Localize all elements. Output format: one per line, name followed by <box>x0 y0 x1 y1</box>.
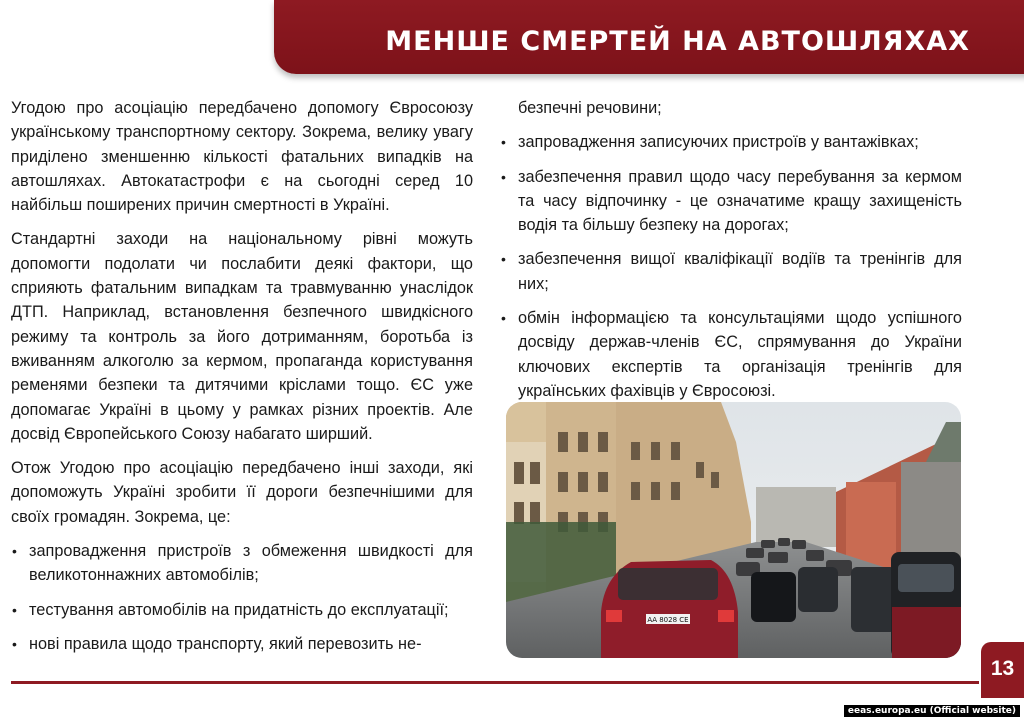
measures-list-left <box>11 539 473 656</box>
traffic-photo <box>506 402 961 658</box>
header-banner <box>274 0 1024 74</box>
list-item: • запровадження записуючих пристроїв у вантажівках; <box>500 130 962 154</box>
page-title: МЕНШЕ СМЕРТЕЙ НА АВТОШЛЯХАХ <box>385 26 970 57</box>
bullet-icon: • <box>12 543 17 560</box>
right-column <box>500 96 962 413</box>
bullet-icon: • <box>12 601 17 618</box>
list-item: • забезпечення вищої кваліфікації водіїв та тренінгів для них; <box>500 247 962 296</box>
paragraph-3: Отож Угодою про асоціацію передбачено інші заходи, які допоможуть Україні зробити її дороги безпечнішими для своїх громадян. Зокрема, це: <box>11 459 473 526</box>
page-number: 13 <box>990 657 1015 680</box>
bullet-icon: • <box>501 310 506 327</box>
list-item: • нові правила щодо транспорту, який перевозить не- <box>11 632 473 656</box>
page-number-box <box>981 642 1024 698</box>
bullet-icon: • <box>12 635 17 652</box>
street-traffic-image <box>506 402 961 658</box>
source-caption: eeas.europa.eu (Official website) <box>844 705 1020 717</box>
list-item: • запровадження пристроїв з обмеження швидкості для великотоннажних автомобілів; <box>11 539 473 588</box>
license-plate: АА 8028 СЕ <box>647 616 689 624</box>
list-item: • забезпечення правил щодо часу перебування за кермом та часу відпочинку - це означатиме кращу захищеність водія та більшу безпеку на дорогах; <box>500 165 962 238</box>
measures-list-right <box>500 130 962 403</box>
paragraph-1: Угодою про асоціацію передбачено допомогу Євросоюзу українському транспортному сектору. Зокрема, велику увагу приділено зменшенню кількості фатальних випадків на автошляхах. Автокатастрофи є на сьогодні серед 10 найбільш поширених причин смертності в Україні. <box>11 99 473 215</box>
list-item: • обмін інформацією та консультаціями щодо успішного досвіду держав-членів ЄС, спрямування до України ключових експертів та організація тренінгів для українських фахівців у Євросоюзі. <box>500 306 962 403</box>
list-item: • тестування автомобілів на придатність до експлуатації; <box>11 598 473 622</box>
left-column <box>11 96 473 666</box>
bullet-icon: • <box>501 134 506 151</box>
footer-divider <box>11 681 979 684</box>
bullet-icon: • <box>501 251 506 268</box>
paragraph-2: Стандартні заходи на національному рівні можуть допомогти подолати чи послабити деякі фактори, що сприяють фатальним випадкам та травмуванню унаслідок ДТП. Наприклад, встановлення безпечного швидкісного режиму та контроль за його дотриманням, боротьба із вживанням алкоголю за кермом, пропаганда користування ременями безпеки та дитячими кріслами тощо. ЄС уже допомагає Україні в цьому у рамках різних проектів. Але досвід Європейського Союзу набагато ширший. <box>11 230 473 443</box>
bullet-icon: • <box>501 168 506 185</box>
list-item-continuation: безпечні речовини; <box>518 99 662 117</box>
